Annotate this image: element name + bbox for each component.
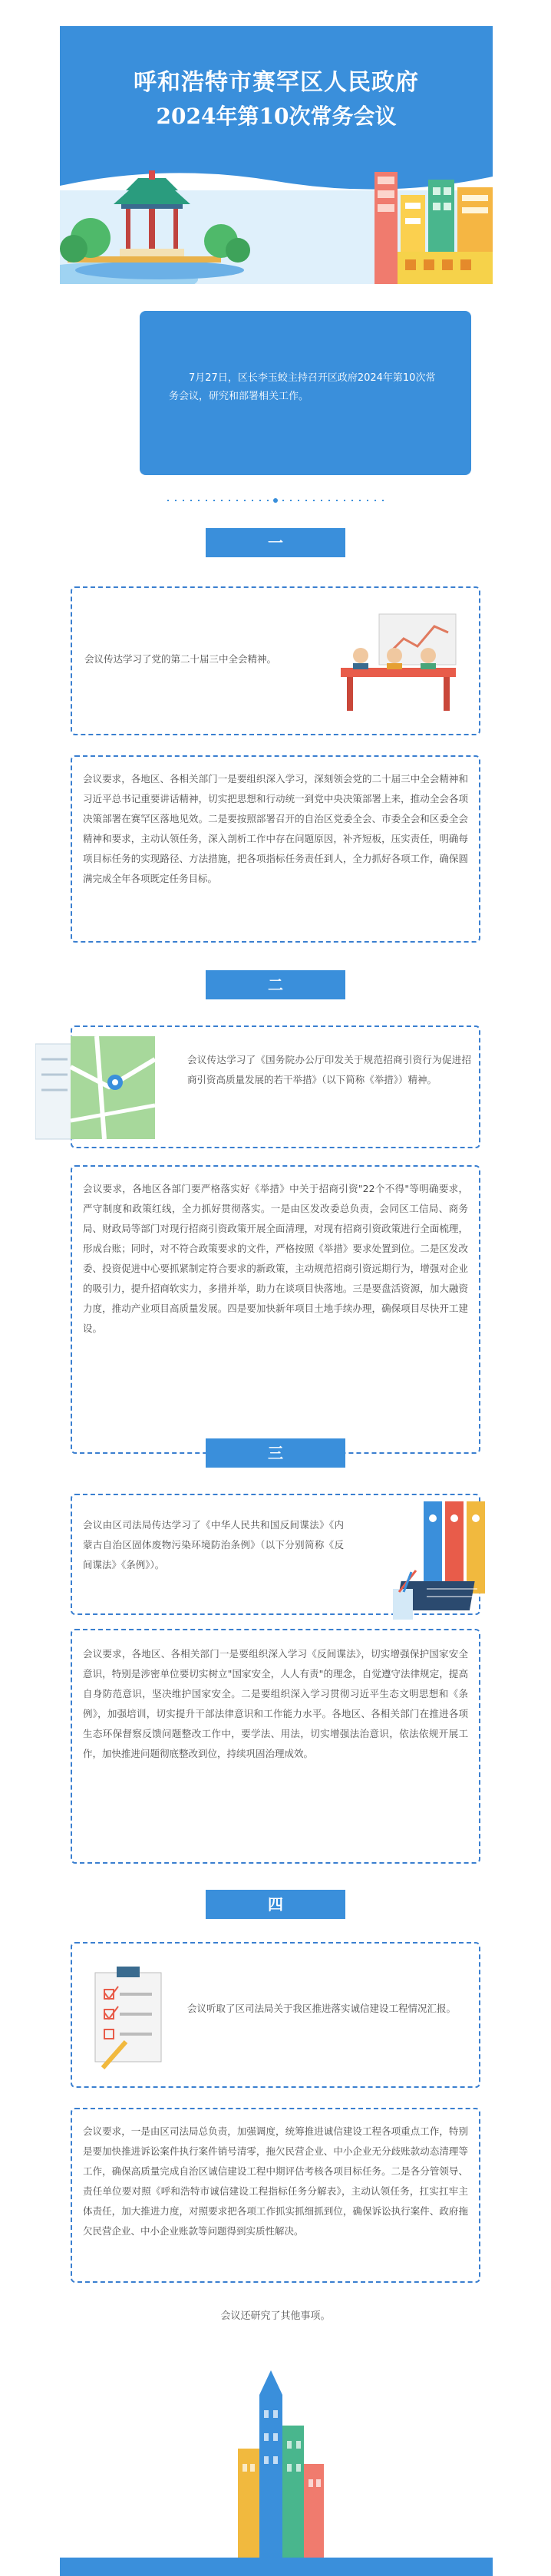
map-illustration-icon (35, 1036, 158, 1144)
section-3-summary: 会议由区司法局传达学习了《中华人民共和国反间谍法》《内蒙古自治区固体废物污染环境防治条例》（以下分别简称《反间谍法》《条例》）。 (83, 1519, 344, 1570)
page-title-line1: 呼和浩特市赛罕区人民政府 (134, 69, 419, 96)
footer-buildings-icon (230, 2364, 330, 2558)
footer-bar (60, 2558, 493, 2576)
section-1-requirement: 会议要求，各地区、各相关部门一是要组织深入学习，深刻领会党的二十届三中全会精神和习近平总书记重要讲话精神，切实把思想和行动统一到党中央决策部署上来，推动全会各项决策部署在赛罕区落地见效。二是要按照部署召开的自治区党委全会、市委全会和区委全会精神和要求，主动认领任务，深入剖析工作中存在问题原因，补齐短板，压实责任，明确每项目标任务的实现路径、方法措施，把各项指标任务责任到人，全力抓好各项工作，确保圆满完成全年各项既定任务目标。 (83, 773, 468, 884)
intro-text: 7月27日，区长李玉蛟主持召开区政府2024年第10次常务会议，研究和部署相关工作。 (169, 372, 436, 402)
books-illustration-icon (393, 1497, 493, 1632)
section-4-requirement: 会议要求，一是由区司法局总负责，加强调度，统筹推进诚信建设工程各项重点工作，特别是要加快推进诉讼案件执行案件销号清零，拖欠民营企业、中小企业无分歧账款动态清理等工作，确保高质量完成自治区诚信建设工程中期评估考核各项目标任务。二是各分管领导、责任单位要对照《呼和浩特市诚信建设工程指标任务分解表》，主动认领任务，扛实扛牢主体责任，加大推进力度，对照要求把各项工作抓实抓细抓到位，确保诉讼执行案件、政府拖欠民营企业、中小企业账款等问题得到实质性解决。 (83, 2125, 468, 2237)
section-header-3: 三 (206, 1438, 345, 1468)
section-header-4: 四 (206, 1890, 345, 1919)
hero-banner (60, 26, 493, 284)
section-4-requirement-box (71, 2108, 480, 2283)
section-4-summary-box (71, 1942, 480, 2088)
section-2-requirement-box (71, 1165, 480, 1454)
checklist-illustration-icon (87, 1965, 180, 2072)
city-buildings-icon (374, 157, 493, 284)
section-header-1: 一 (206, 528, 345, 557)
section-3-requirement: 会议要求，各地区、各相关部门一是要组织深入学习《反间谍法》，切实增强保护国家安全意识，特别是涉密单位要切实树立"国家安全，人人有责"的理念，自觉遵守法律规定，提高自身防范意识，坚决维护国家安全。二是要组织深入学习贯彻习近平生态文明思想和《条例》，加强培训，切实提升干部法律意识和工作能力水平。各地区、各相关部门在推进各项生态环保督察反馈问题整改工作中，要学法、用法，切实增强法治意识，依法依规开展工作，加快推进问题彻底整改到位，持续巩固治理成效。 (83, 1648, 468, 1759)
intro-box (140, 311, 471, 475)
pavilion-illustration-icon (60, 164, 259, 284)
meeting-illustration-icon (333, 609, 464, 722)
section-header-2: 二 (206, 970, 345, 999)
closing-text: 会议还研究了其他事项。 (220, 2310, 331, 2322)
section-3-requirement-box (71, 1629, 480, 1864)
section-1-requirement-box (71, 755, 480, 943)
section-1-summary-box (71, 586, 480, 735)
section-2-summary: 会议传达学习了《国务院办公厅印发关于规范招商引资行为促进招商引资高质量发展的若干举措》（以下简称《举措》）精神。 (187, 1054, 471, 1085)
page-title-line2: 2024年第10次常务会议 (156, 104, 397, 129)
dotted-divider (167, 497, 384, 504)
section-4-summary: 会议听取了区司法局关于我区推进落实诚信建设工程情况汇报。 (187, 2003, 457, 2014)
section-1-summary: 会议传达学习了党的第二十届三中全会精神。 (84, 653, 277, 665)
section-2-requirement: 会议要求，各地区各部门要严格落实好《举措》中关于招商引资"22个不得"等明确要求，严守制度和政策红线，全力抓好贯彻落实。一是由区发改委总负责，会同区工信局、商务局、财政局等部门对现行招商引资政策开展全面清理，对现有招商引资政策进行全面梳理，形成台账；同时，对不符合政策要求的文件，严格按照《举措》要求处置到位。二是区发改委、投资促进中心要抓紧制定符合要求的新政策，主动规范招商引资远期行为，增强对企业的吸引力，提升招商软实力，多措并举，助力在谈项目快落地。三是要盘活资源，加大融资力度，推动产业项目高质量发展。四是要加快新年项目土地手续办理，确保项目尽快开工建设。 (83, 1183, 468, 1334)
